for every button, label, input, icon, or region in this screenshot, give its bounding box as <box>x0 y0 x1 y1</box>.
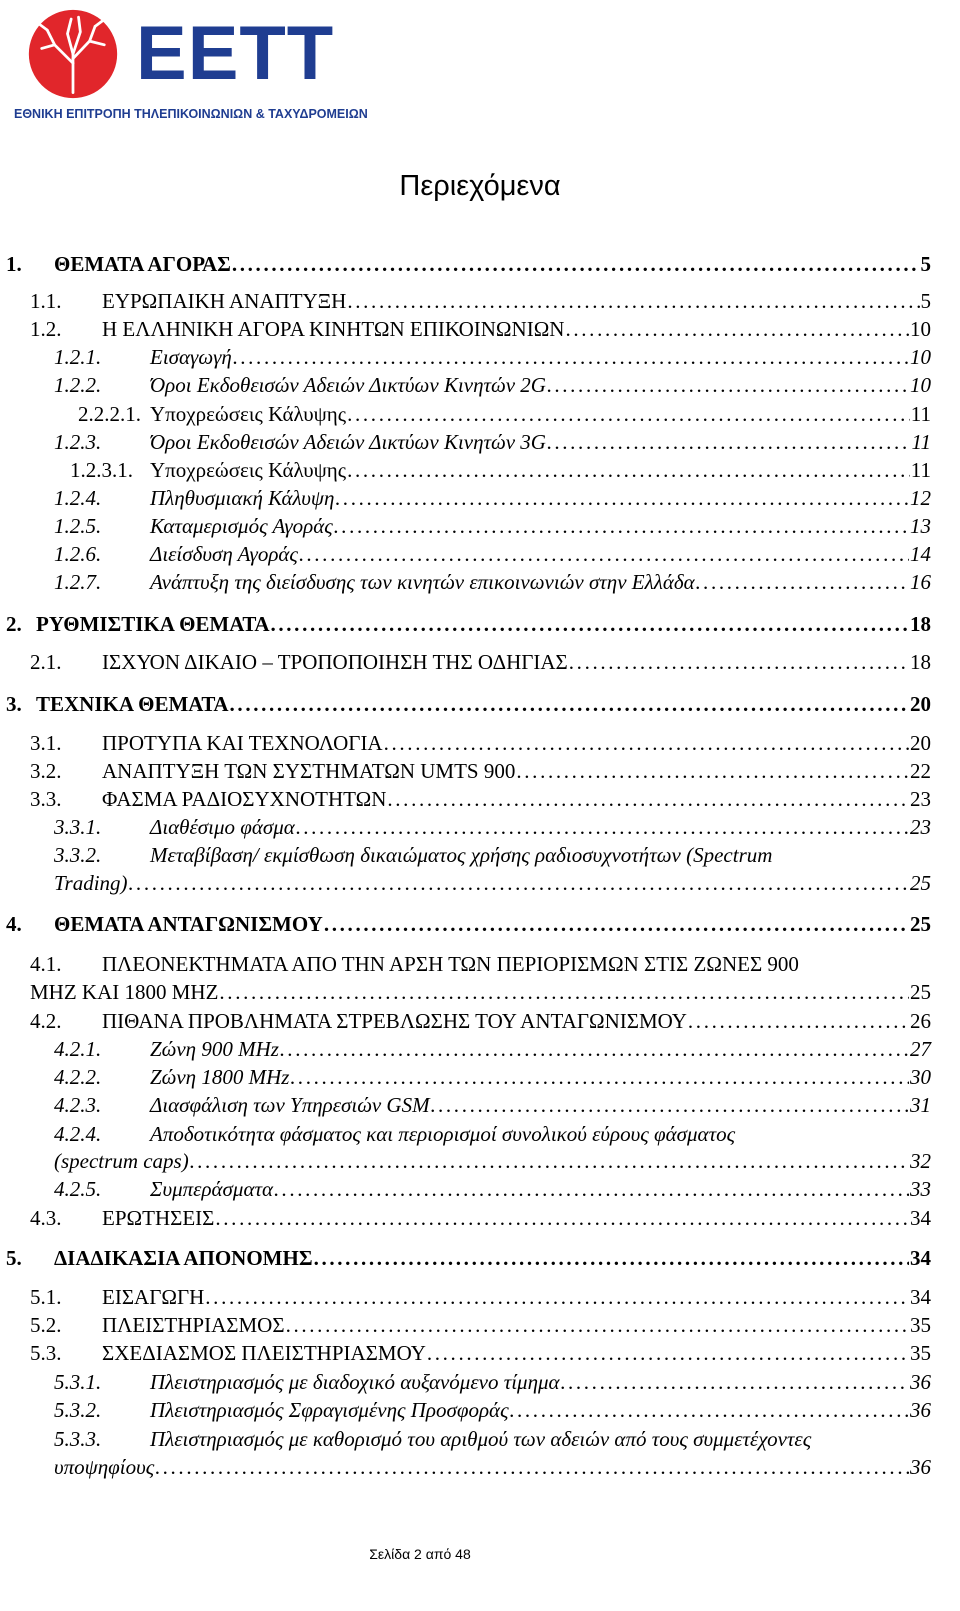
toc-entry-number: 3.3.1. <box>54 815 102 839</box>
toc-leader-dots <box>205 1285 909 1310</box>
toc-entry-number: 1.1. <box>30 289 62 313</box>
toc-entry-page: 34 <box>910 1246 931 1270</box>
toc-entry-number: 5.3.2. <box>54 1398 102 1422</box>
toc-entry-title: ΠΙΘΑΝΑ ΠΡΟΒΛΗΜΑΤΑ ΣΤΡΕΒΛΩΣΗΣ ΤΟΥ ΑΝΤΑΓΩΝΙΣΜΟΥ <box>102 1009 687 1033</box>
toc-entry-title: ΕΙΣΑΓΩΓΗ <box>102 1285 205 1309</box>
toc-entry-number: 2.2.2.1. <box>78 402 141 426</box>
toc-entry-page: 10 <box>910 345 931 369</box>
toc-entry-title: Μεταβίβαση/ εκμίσθωση δικαιώματος χρήσης ραδιοσυχνοτήτων (Spectrum <box>150 843 773 867</box>
toc-entry-number: 4.1. <box>30 952 62 976</box>
toc-entry-number: 4. <box>6 912 22 936</box>
toc-entry-title-continued: Trading) <box>54 871 128 895</box>
toc-leader-dots <box>296 815 909 840</box>
toc-entry-title: Όροι Εκδοθεισών Αδειών Δικτύων Κινητών 2G <box>150 373 546 397</box>
toc-entry-number: 1.2.3. <box>54 430 102 454</box>
toc-entry-page: 35 <box>910 1341 931 1365</box>
toc-leader-dots <box>347 289 919 314</box>
toc-leader-dots <box>290 1065 909 1090</box>
toc-leader-dots <box>230 692 909 717</box>
toc-entry-page: 27 <box>910 1037 931 1061</box>
toc-leader-dots <box>688 1009 909 1034</box>
toc-entry-title: Εισαγωγή <box>150 345 232 369</box>
toc-entry-number: 1.2.5. <box>54 514 102 538</box>
toc-leader-dots <box>129 871 909 896</box>
toc-entry-page: 25 <box>910 871 931 895</box>
toc-entry-page: 36 <box>910 1398 931 1422</box>
toc-entry-number: 1.2.3.1. <box>70 458 133 482</box>
toc-leader-dots <box>314 1246 909 1271</box>
toc-entry-number: 4.2.2. <box>54 1065 102 1089</box>
toc-entry-number: 2.1. <box>30 650 62 674</box>
toc-entry-title: Πλειστηριασμός Σφραγισμένης Προσφοράς <box>150 1398 509 1422</box>
toc-entry-number: 5.3.1. <box>54 1370 102 1394</box>
toc-leader-dots <box>215 1206 909 1231</box>
toc-entry-number: 4.2.4. <box>54 1122 102 1146</box>
toc-entry-title: ΦΑΣΜΑ ΡΑΔΙΟΣΥΧΝΟΤΗΤΩΝ <box>102 787 387 811</box>
toc-entry-page: 20 <box>910 731 931 755</box>
toc-entry-title: ΘΕΜΑΤΑ ΑΓΟΡΑΣ <box>54 252 231 276</box>
toc-entry-page: 34 <box>910 1285 931 1309</box>
toc-entry-title: ΑΝΑΠΤΥΞΗ ΤΩΝ ΣΥΣΤΗΜΑΤΩΝ UMTS 900 <box>102 759 516 783</box>
toc-entry-title: Συμπεράσματα <box>150 1177 274 1201</box>
toc-leader-dots <box>280 1037 909 1062</box>
toc-entry-page: 11 <box>910 402 931 426</box>
toc-entry-title: ΘΕΜΑΤΑ ΑΝΤΑΓΩΝΙΣΜΟΥ <box>54 912 323 936</box>
toc-entry-page: 30 <box>910 1065 931 1089</box>
toc-entry-number: 4.2. <box>30 1009 62 1033</box>
page-footer: Σελίδα 2 από 48 <box>369 1546 471 1562</box>
toc-leader-dots <box>569 650 909 675</box>
toc-leader-dots <box>387 787 909 812</box>
toc-entry-page: 36 <box>910 1370 931 1394</box>
toc-leader-dots <box>547 373 909 398</box>
toc-entry-number: 4.2.3. <box>54 1093 102 1117</box>
toc-entry-title: Διείσδυση Αγοράς <box>150 542 298 566</box>
toc-leader-dots <box>696 570 909 595</box>
toc-entry-title: Πλειστηριασμός με διαδοχικό αυξανόμενο τίμημα <box>150 1370 560 1394</box>
toc-entry-page: 5 <box>920 252 931 276</box>
toc-entry-page: 31 <box>910 1093 931 1117</box>
toc-entry-title: Υποχρεώσεις Κάλυψης <box>150 402 347 426</box>
toc-entry-page: 16 <box>910 570 931 594</box>
toc-entry-title: Αποδοτικότητα φάσματος και περιορισμοί συνολικού εύρους φάσματος <box>150 1122 736 1146</box>
toc-leader-dots <box>270 612 909 637</box>
toc-entry-number: 3.2. <box>30 759 62 783</box>
toc-entry-page: 34 <box>910 1206 931 1230</box>
toc-entry-title: Η ΕΛΛΗΝΙΚΗ ΑΓΟΡΑ ΚΙΝΗΤΩΝ ΕΠΙΚΟΙΝΩΝΙΩΝ <box>102 317 565 341</box>
toc-entry-title: Ανάπτυξη της διείσδυσης των κινητών επικοινωνιών στην Ελλάδα <box>150 570 695 594</box>
toc-entry-title-continued: MHZ ΚΑΙ 1800 MHZ <box>30 980 219 1004</box>
toc-entry-title: ΠΛΕΟΝΕΚΤΗΜΑΤΑ ΑΠΟ ΤΗΝ ΑΡΣΗ ΤΩΝ ΠΕΡΙΟΡΙΣΜΩΝ ΣΤΙΣ ΖΩΝΕΣ 900 <box>102 952 799 976</box>
toc-leader-dots <box>516 759 909 784</box>
toc-entry-page: 32 <box>910 1149 931 1173</box>
toc-leader-dots <box>190 1149 909 1174</box>
toc-entry-number: 3.3. <box>30 787 62 811</box>
logo-subtitle: ΕΘΝΙΚΗ ΕΠΙΤΡΟΠΗ ΤΗΛΕΠΙΚΟΙΝΩΝΙΩΝ & ΤΑΧΥΔΡΟΜΕΙΩΝ <box>14 107 368 121</box>
toc-entry-title: Όροι Εκδοθεισών Αδειών Δικτύων Κινητών 3G <box>150 430 546 454</box>
toc-leader-dots <box>286 1313 909 1338</box>
toc-leader-dots <box>431 1093 909 1118</box>
toc-entry-page: 33 <box>910 1177 931 1201</box>
toc-entry-number: 3.1. <box>30 731 62 755</box>
page-title: Περιεχόμενα <box>399 170 561 202</box>
toc-entry-page: 23 <box>910 787 931 811</box>
toc-entry-page: 35 <box>910 1313 931 1337</box>
toc-entry-title: Πληθυσμιακή Κάλυψη <box>150 486 335 510</box>
toc-entry-page: 23 <box>910 815 931 839</box>
toc-leader-dots <box>274 1177 909 1202</box>
toc-leader-dots <box>547 430 911 455</box>
toc-entry-title: Πλειστηριασμός με καθορισμό του αριθμού των αδειών από τους συμμετέχοντες <box>150 1427 812 1451</box>
toc-entry-title: ΣΧΕΔΙΑΣΜΟΣ ΠΛΕΙΣΤΗΡΙΑΣΜΟΥ <box>102 1341 426 1365</box>
toc-leader-dots <box>427 1341 909 1366</box>
toc-leader-dots <box>233 345 909 370</box>
toc-leader-dots <box>335 486 909 511</box>
toc-entry-title: Διασφάλιση των Υπηρεσιών GSM <box>150 1093 430 1117</box>
toc-entry-page: 26 <box>910 1009 931 1033</box>
toc-entry-page: 25 <box>910 980 931 1004</box>
toc-entry-page: 13 <box>910 514 931 538</box>
toc-entry-page: 10 <box>910 373 931 397</box>
toc-entry-title: ΠΛΕΙΣΤΗΡΙΑΣΜΟΣ <box>102 1313 285 1337</box>
toc-entry-page: 18 <box>910 650 931 674</box>
toc-leader-dots <box>384 731 909 756</box>
toc-entry-title: ΕΥΡΩΠΑΙΚΗ ΑΝΑΠΤΥΞΗ <box>102 289 347 313</box>
toc-entry-number: 5.1. <box>30 1285 62 1309</box>
toc-entry-page: 18 <box>910 612 931 636</box>
toc-entry-number: 4.2.5. <box>54 1177 102 1201</box>
toc-entry-number: 1.2. <box>30 317 62 341</box>
toc-leader-dots <box>232 252 920 277</box>
toc-leader-dots <box>347 402 910 427</box>
toc-entry-title: ΡΥΘΜΙΣΤΙΚΑ ΘΕΜΑΤΑ <box>36 612 270 636</box>
toc-entry-page: 10 <box>910 317 931 341</box>
toc-entry-number: 5.2. <box>30 1313 62 1337</box>
toc-leader-dots <box>561 1370 909 1395</box>
toc-entry-title: ΕΡΩΤΗΣΕΙΣ <box>102 1206 215 1230</box>
toc-entry-title: ΠΡΟΤΥΠΑ ΚΑΙ ΤΕΧΝΟΛΟΓΙΑ <box>102 731 383 755</box>
toc-leader-dots <box>565 317 909 342</box>
toc-entry-page: 5 <box>920 289 931 313</box>
toc-entry-page: 14 <box>910 542 931 566</box>
toc-entry-title: ΔΙΑΔΙΚΑΣΙΑ ΑΠΟΝΟΜΗΣ <box>54 1246 313 1270</box>
toc-entry-page: 25 <box>910 912 931 936</box>
toc-entry-title-continued: υποψηφίους <box>54 1455 155 1479</box>
toc-entry-number: 1. <box>6 252 22 276</box>
toc-leader-dots <box>299 542 909 567</box>
toc-entry-title: ΙΣΧΥΟΝ ΔΙΚΑΙΟ – ΤΡΟΠΟΠΟΙΗΣΗ ΤΗΣ ΟΔΗΓΙΑΣ <box>102 650 568 674</box>
toc-entry-page: 22 <box>910 759 931 783</box>
toc-entry-number: 5. <box>6 1246 22 1270</box>
toc-entry-number: 5.3. <box>30 1341 62 1365</box>
toc-leader-dots <box>324 912 909 937</box>
toc-entry-number: 2. <box>6 612 22 636</box>
toc-entry-title: Ζώνη 1800 MHz <box>150 1065 290 1089</box>
toc-entry-title: Διαθέσιμο φάσμα <box>150 815 295 839</box>
toc-entry-number: 1.2.7. <box>54 570 102 594</box>
toc-entry-number: 1.2.4. <box>54 486 102 510</box>
toc-entry-number: 4.2.1. <box>54 1037 102 1061</box>
logo-wordmark: ΕΕΤΤ <box>136 11 335 96</box>
toc-entry-number: 1.2.2. <box>54 373 102 397</box>
toc-leader-dots <box>155 1455 909 1480</box>
toc-entry-number: 1.2.1. <box>54 345 102 369</box>
toc-entry-page: 20 <box>910 692 931 716</box>
toc-entry-number: 3. <box>6 692 22 716</box>
toc-entry-title: Υποχρεώσεις Κάλυψης <box>150 458 347 482</box>
toc-entry-number: 5.3.3. <box>54 1427 102 1451</box>
toc-entry-number: 1.2.6. <box>54 542 102 566</box>
toc-entry-page: 36 <box>910 1455 931 1479</box>
toc-entry-page: 12 <box>910 486 931 510</box>
toc-leader-dots <box>334 514 909 539</box>
toc-entry-page: 11 <box>910 458 931 482</box>
toc-entry-number: 4.3. <box>30 1206 62 1230</box>
toc-entry-title: ΤΕΧΝΙΚΑ ΘΕΜΑΤΑ <box>36 692 229 716</box>
toc-entry-title: Καταμερισμός Αγοράς <box>150 514 333 538</box>
toc-entry-page: 11 <box>911 430 931 454</box>
toc-leader-dots <box>347 458 910 483</box>
toc-leader-dots <box>219 980 909 1005</box>
toc-entry-title: Ζώνη 900 MHz <box>150 1037 279 1061</box>
toc-entry-number: 3.3.2. <box>54 843 102 867</box>
toc-entry-title-continued: (spectrum caps) <box>54 1149 189 1173</box>
toc-leader-dots <box>510 1398 909 1423</box>
